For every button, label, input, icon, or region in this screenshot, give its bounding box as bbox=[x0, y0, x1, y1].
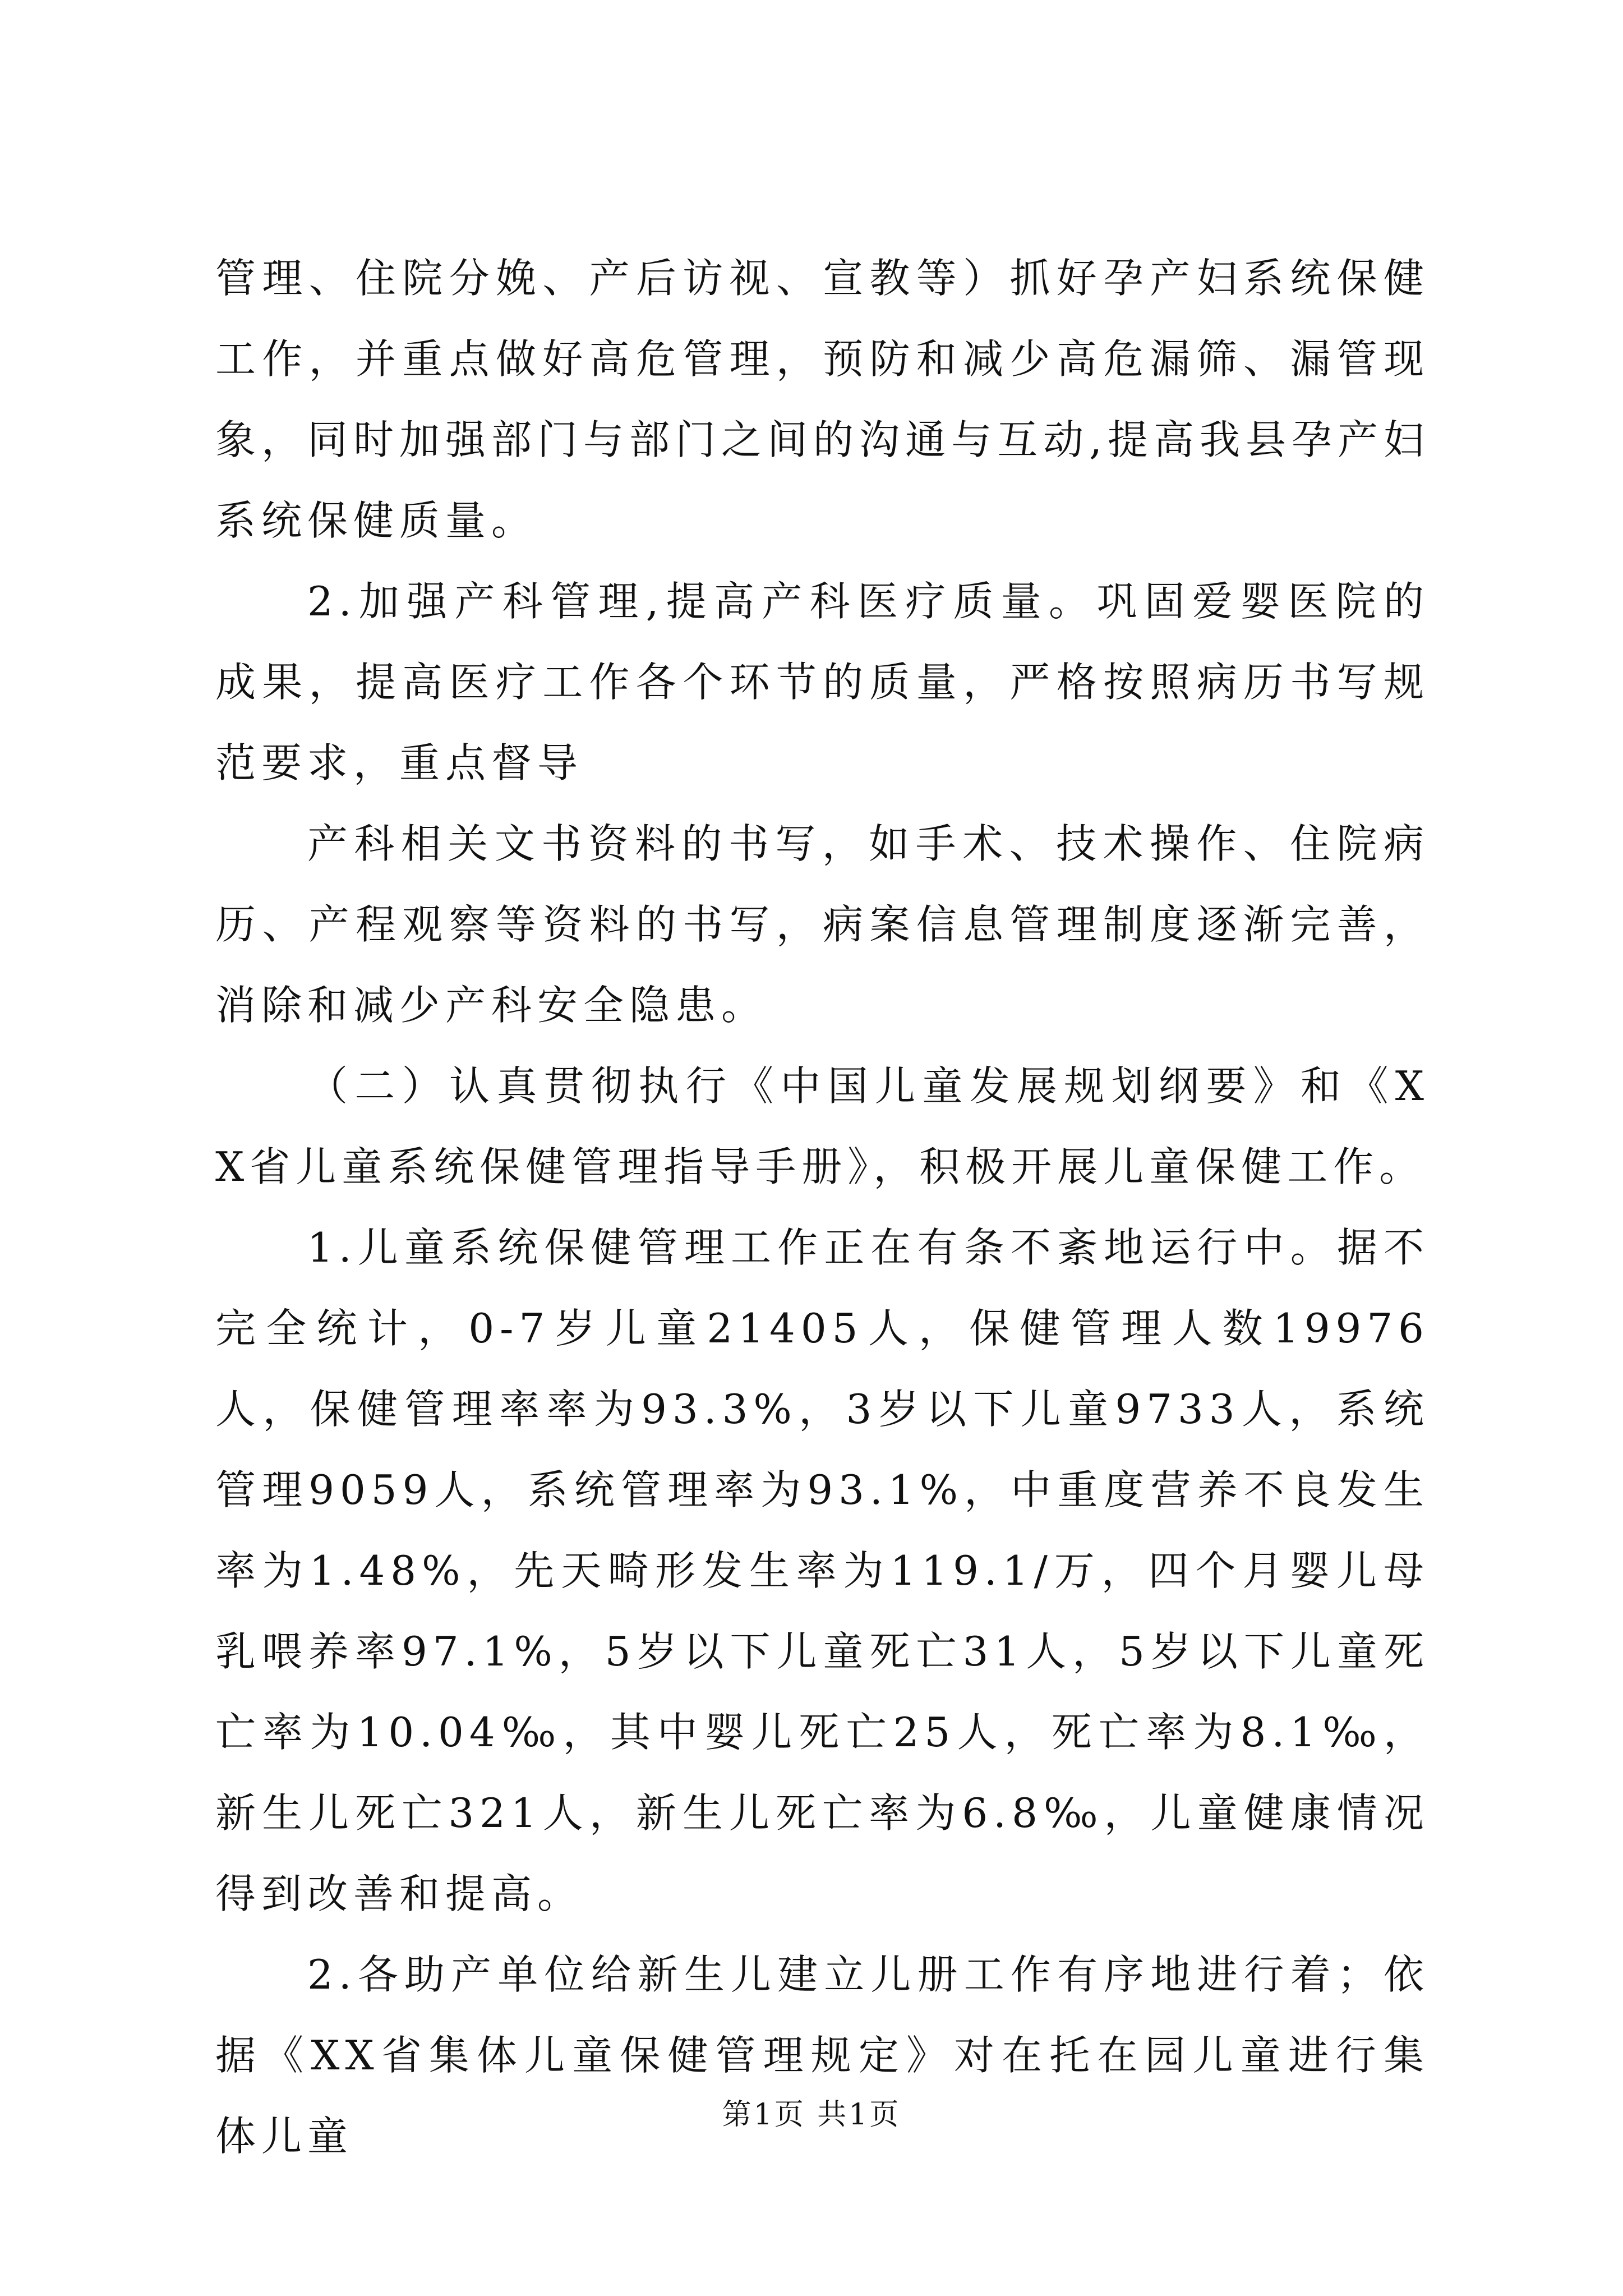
page-footer: 第1页 共1页 bbox=[722, 2098, 901, 2132]
paragraph-5: 1.儿童系统保健管理工作正在有条不紊地运行中。据不完全统计，0-7岁儿童21405人，保健管理人数19976人，保健管理率率为93.3%，3岁以下儿童9733人，系统管理9059人，系统管理率为93.1%，中重度营养不良发生率为1.48%，先天畸形发生率为119.1/万，四个月婴儿母乳喂养率97.1%，5岁以下儿童死亡31人，5岁以下儿童死亡率为10.04‰，其中婴儿死亡25人，死亡率为8.1‰，新生儿死亡321人，新生儿死亡率为6.8‰，儿童健康情况得到改善和提高。 bbox=[215, 1224, 1430, 1917]
paragraph-1: 管理、住院分娩、产后访视、宣教等）抓好孕产妇系统保健工作，并重点做好高危管理，预防和减少高危漏筛、漏管现象，同时加强部门与部门之间的沟通与互动,提高我县孕产妇系统保健质量。 bbox=[215, 255, 1430, 544]
paragraph-4: （二）认真贯彻执行《中国儿童发展规划纲要》和《XX省儿童系统保健管理指导手册》，积极开展儿童保健工作。 bbox=[215, 1062, 1430, 1190]
paragraph-6: 2.各助产单位给新生儿建立儿册工作有序地进行着；依据《XX省集体儿童保健管理规定》对在托在园儿童进行集体儿童 bbox=[215, 1951, 1430, 2160]
document-body bbox=[215, 238, 1430, 2177]
paragraph-2: 2.加强产科管理,提高产科医疗质量。巩固爱婴医院的成果，提高医疗工作各个环节的质量，严格按照病历书写规范要求，重点督导 bbox=[215, 578, 1430, 786]
paragraph-3: 产科相关文书资料的书写，如手术、技术操作、住院病历、产程观察等资料的书写，病案信息管理制度逐渐完善，消除和减少产科安全隐患。 bbox=[215, 820, 1430, 1029]
